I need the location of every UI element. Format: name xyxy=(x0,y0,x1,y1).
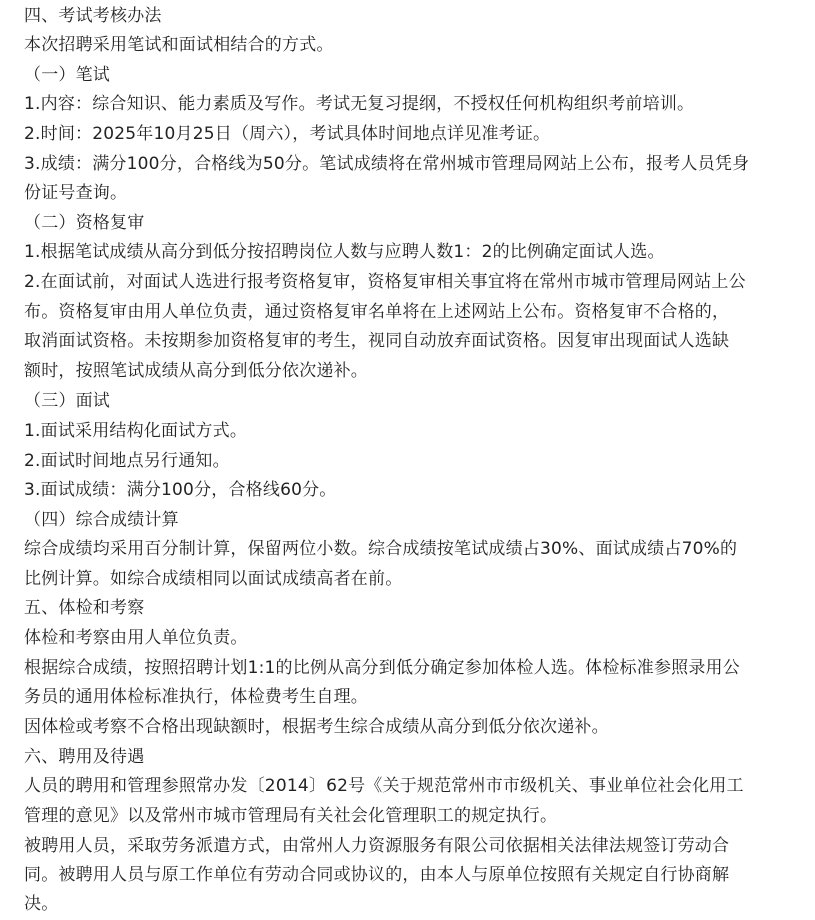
paragraph-line: 取消面试资格。未按期参加资格复审的考生，视同自动放弃面试资格。因复审出现面试人选缺 xyxy=(24,331,730,351)
paragraph-line: 比例计算。如综合成绩相同以面试成绩高者在前。 xyxy=(24,569,403,589)
paragraph-line: 体检和考察由用人单位负责。 xyxy=(24,628,248,648)
paragraph-line: 务员的通用体检标准执行，体检费考生自理。 xyxy=(24,687,368,707)
paragraph-line: 份证号查询。 xyxy=(24,183,128,203)
paragraph-line: 2.面试时间地点另行通知。 xyxy=(24,451,230,471)
paragraph-line: 综合成绩均采用百分制计算，保留两位小数。综合成绩按笔试成绩占30%、面试成绩占70%的 xyxy=(24,539,738,559)
paragraph-line: 根据综合成绩，按照招聘计划1:1的比例从高分到低分确定参加体检人选。体检标准参照录用公 xyxy=(24,658,740,678)
section-heading-exam-method: 四、考试考核办法 xyxy=(24,6,162,26)
paragraph-line: 被聘用人员，采取劳务派遣方式，由常州人力资源服务有限公司依据相关法律法规签订劳动合 xyxy=(24,836,730,856)
paragraph-line: 决。 xyxy=(24,894,59,914)
paragraph-line: 2.时间：2025年10月25日（周六），考试具体时间地点详见准考证。 xyxy=(24,124,551,144)
paragraph-line: 1.根据笔试成绩从高分到低分按招聘岗位人数与应聘人数1：2的比例确定面试人选。 xyxy=(24,242,665,262)
paragraph-line: 布。资格复审由用人单位负责，通过资格复审名单将在上述网站上公布。资格复审不合格的， xyxy=(24,302,730,322)
paragraph-line: 额时，按照笔试成绩从高分到低分依次递补。 xyxy=(24,361,368,381)
paragraph-line: 3.面试成绩：满分100分，合格线60分。 xyxy=(24,480,337,500)
paragraph-line: 人员的聘用和管理参照常办发〔2014〕62号《关于规范常州市市级机关、事业单位社会化用工 xyxy=(24,776,744,796)
paragraph-line: 本次招聘采用笔试和面试相结合的方式。 xyxy=(24,35,334,55)
section-heading-employment: 六、聘用及待遇 xyxy=(24,747,145,767)
paragraph-line: 因体检或考察不合格出现缺额时，根据考生综合成绩从高分到低分依次递补。 xyxy=(24,717,609,737)
paragraph-line: 同。被聘用人员与原工作单位有劳动合同或协议的，由本人与原单位按照有关规定自行协商解 xyxy=(24,865,730,885)
section-heading-medical-check: 五、体检和考察 xyxy=(24,598,145,618)
subheading-qualification-review: （二）资格复审 xyxy=(24,213,145,233)
paragraph-line: 2.在面试前，对面试人选进行报考资格复审，资格复审相关事宜将在常州市城市管理局网站上公 xyxy=(24,272,746,292)
subheading-composite-score: （四）综合成绩计算 xyxy=(24,510,179,530)
paragraph-line: 管理的意见》以及常州市城市管理局有关社会化管理职工的规定执行。 xyxy=(24,806,558,826)
subheading-written-exam: （一）笔试 xyxy=(24,65,110,85)
paragraph-line: 3.成绩：满分100分，合格线为50分。笔试成绩将在常州城市管理局网站上公布，报考人员凭身 xyxy=(24,154,750,174)
subheading-interview: （三）面试 xyxy=(24,391,110,411)
paragraph-line: 1.面试采用结构化面试方式。 xyxy=(24,421,248,441)
paragraph-line: 1.内容：综合知识、能力素质及写作。考试无复习提纲，不授权任何机构组织考前培训。 xyxy=(24,94,695,114)
